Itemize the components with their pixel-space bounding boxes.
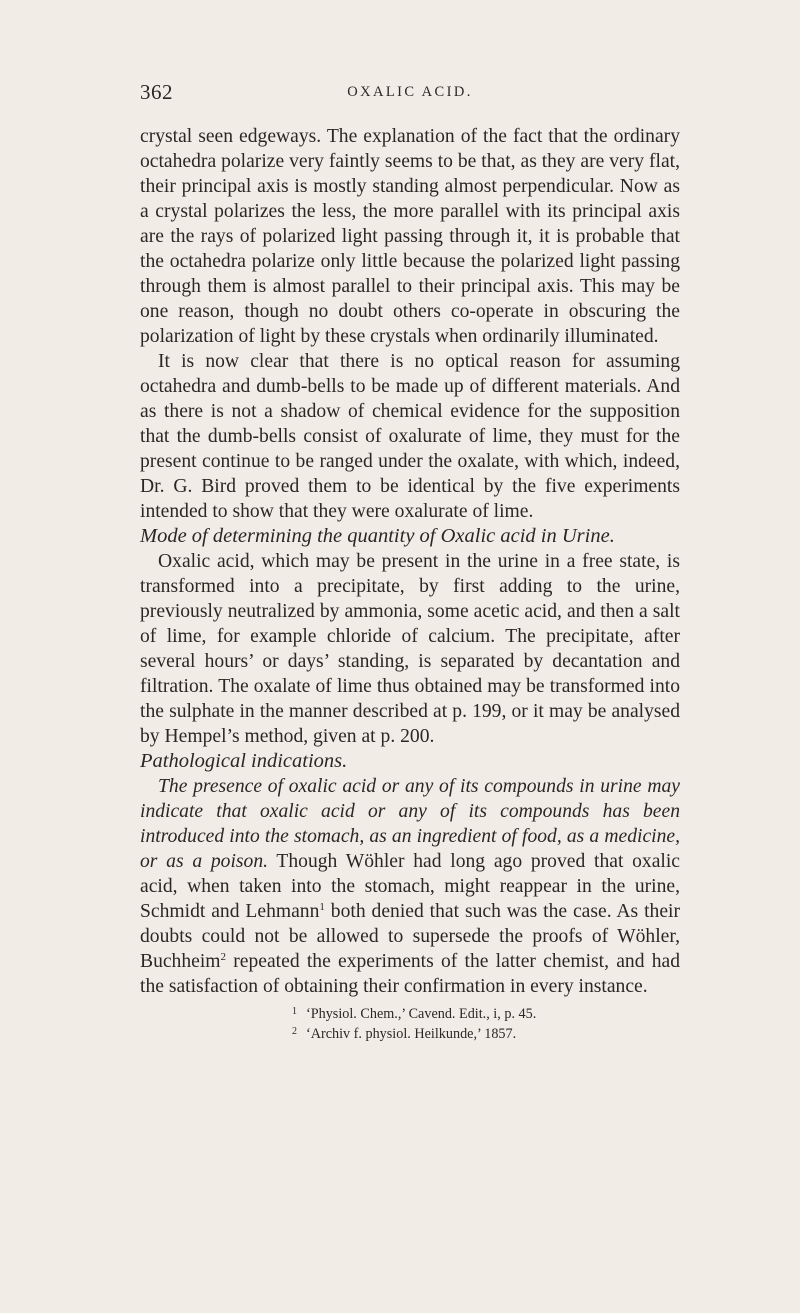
footnote-mark: 1: [292, 1006, 297, 1017]
footnote-text: ‘Physiol. Chem.,’ Cavend. Edit., i, p. 45.: [306, 1006, 537, 1022]
paragraph-indications: [140, 774, 680, 999]
paragraph-continued: crystal seen edgeways. The explanation of the fact that the ordinary octahedra polarize very faintly seems to be that, as they are very flat, their principal axis is mostly standing almost perpendicular. Now as a crystal polarizes the less, the more parallel with its principal axis are the rays of polarized light passing through it, it is probable that the octahedra polarize only little because the polarized light passing through them is almost parallel to their principal axis. This may be one reason, though no doubt others co-operate in obscuring the polarization of light by these crystals when ordinarily illuminated.: [140, 126, 680, 347]
text-segment: both denied that such was the case. As their doubts could not be allowed to supersede the proofs of Wöhler, Buchheim: [140, 901, 680, 972]
text-segment: repeated the experiments of the latter chemist, and had the satisfaction of obtaining their confirmation in every instance.: [140, 951, 680, 997]
text-segment: Though Wöhler had long ago proved that oxalic acid, when taken into the stomach, might reappear in the urine, Schmidt and Lehmann: [140, 851, 680, 922]
paragraph-optical-reason: It is now clear that there is no optical reason for assuming octahedra and dumb-bells to be made up of different materials. And as there is not a shadow of chemical evidence for the supposition that the dumb-bells consist of oxalurate of lime, they must for the present continue to be ranged under the oxalate, with which, indeed, Dr. G. Bird proved them to be identical by the five experiments intended to show that they were oxalurate of lime.: [140, 351, 680, 522]
footnote-2: [292, 1023, 680, 1043]
body-text: [140, 124, 680, 1043]
running-head: [140, 80, 680, 110]
footnote-mark: 2: [292, 1026, 297, 1037]
footnote-ref-1: 1: [319, 901, 325, 913]
footnote-ref-2: 2: [220, 951, 227, 963]
section-heading-mode: Mode of determining the quantity of Oxalic acid in Urine.: [140, 525, 615, 547]
running-title: OXALIC ACID.: [347, 84, 473, 100]
footnote-1: [292, 1003, 680, 1023]
italic-statement: The presence of oxalic acid or any of its compounds in urine may indicate that oxalic acid or any of its compounds has been introduced into the stomach, as an ingredient of food, as a medicine, or as a poison.: [140, 776, 680, 872]
page-number: 362: [140, 80, 173, 104]
footnotes: [140, 1003, 680, 1043]
section-heading-pathological: Pathological indications.: [140, 750, 348, 772]
footnote-text: ‘Archiv f. physiol. Heilkunde,’ 1857.: [306, 1026, 517, 1042]
paragraph-method: Oxalic acid, which may be present in the urine in a free state, is transformed into a precipitate, by first adding to the urine, previously neutralized by ammonia, some acetic acid, and then a salt of lime, for example chloride of calcium. The precipitate, after several hours’ or days’ standing, is separated by decantation and filtration. The oxalate of lime thus obtained may be transformed into the sulphate in the manner described at p. 199, or it may be analysed by Hempel’s method, given at p. 200.: [140, 551, 680, 747]
